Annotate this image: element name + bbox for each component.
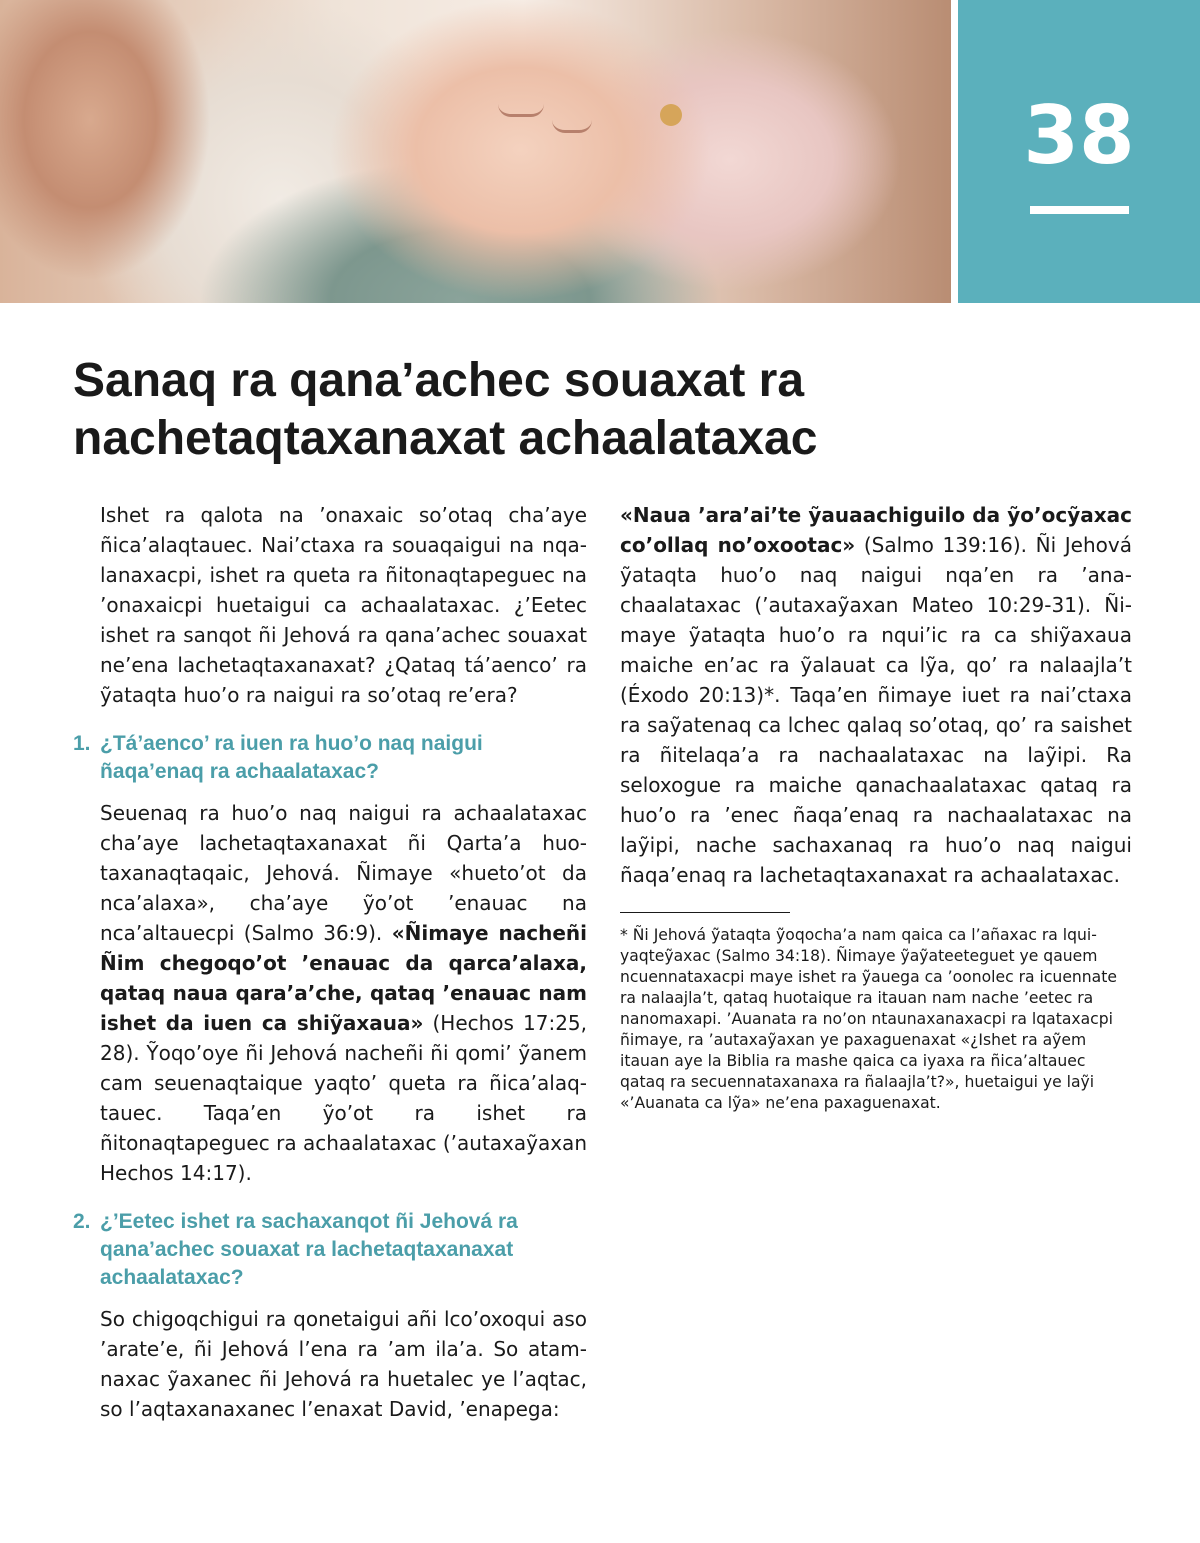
- page-title: Sanaq ra qana’achec souaxat ra nachetaqtaxanaxat achaalataxac: [73, 354, 818, 465]
- question-number: 1.: [73, 732, 91, 755]
- hero-photo: [0, 0, 951, 303]
- chapter-number: 38: [1023, 89, 1135, 182]
- baby-eye-decoration: [498, 104, 544, 117]
- footnote-divider: [620, 912, 790, 913]
- question-heading: [73, 730, 587, 786]
- answer-paragraph: [73, 798, 587, 1188]
- question-heading: [73, 1208, 587, 1292]
- answer-text: (Hechos 17:25, 28). Ỹoqo’oye ñi Jehová nacheñi ñi qomi’ ỹanem cam seuenaqtaique yaqto’ queta ra ñica’alaqtauec. Taqa’en ỹo’ot ra ishet ra ñitonaqtapeguec ra achaalataxac (’autaxaỹaxan Hechos 14:17).: [100, 1011, 588, 1185]
- answer-text: Seuenaq ra huo’o naq naigui ra achaalataxac cha’aye lachetaqtaxanaxat ñi Qarta’a huotaxanaqtaqaic, Jehová. Ñimaye «hueto’ot da nca’alaxa», cha’aye ỹo’ot ’enauac na nca’altauecpi (Salmo 36:9).: [100, 801, 587, 945]
- left-column: [73, 500, 587, 1424]
- bold-quote: «Naua ’ara’ai’te ỹauaachiguilo da ỹo’ocỹaxac co’ollaq no’oxootac»: [620, 503, 1132, 557]
- continued-paragraph: [620, 500, 1132, 890]
- continued-text: (Salmo 139:16). Ñi Jehová ỹataqta huo’o naq naigui nqa’en ra ’anachaalataxac (’autaxaỹaxan Mateo 10:29-31). Ñimaye ỹataqta huo’o ra nqui’ic ra ca shiỹaxaua maiche en’ac ra ỹalauat ca lỹa, qo’ ra nalaajla’t (Éxodo 20:13)*. Taqa’en ñimaye iuet ra nai’ctaxa ra saỹatenaq ca lchec qalaq so’otaq, qo’ ra saishet ra ñitelaqa’a ra nachaalataxac na laỹipi. Ra seloxogue ra maiche qanachaalataxac qataq ra huo’o ra ’enec ñaqa’enaq ra nachaalataxac na laỹipi, nache sachaxanaq ra huo’o naq naigui ñaqa’enaq ra lachetaqtaxanaxat ra achaalataxac.: [620, 533, 1132, 887]
- right-column: [620, 500, 1132, 1114]
- clothing-button-decoration: [660, 104, 682, 126]
- intro-paragraph: Ishet ra qalota na ’onaxaic so’otaq cha’aye ñica’alaqtauec. Nai’ctaxa ra souaqaigui na nqalanaxacpi, ishet ra queta ra ñitonaqtapeguec na ’onaxaicpi huetaigui ca achaalataxac. ¿’Eetec ishet ra sanqot ñi Jehová ra qana’achec souaxat ne’ena lachetaqtaxanaxat? ¿Qataq tá’aenco’ ra ỹataqta huo’o ra naigui ra so’otaq re’era?: [100, 503, 587, 707]
- answer-paragraph: So chigoqchigui ra qonetaigui añi lco’oxoqui aso ’arate’e, ñi Jehová l’ena ra ’am ila’a. So atamnaxac ỹaxanec ñi Jehová ra huetalec ye l’aqtac, so l’aqtaxanaxanec l’enaxat David, ’enapega:: [100, 1307, 587, 1421]
- chapter-underline: [1030, 206, 1129, 214]
- question-text: ¿Tá’aenco’ ra iuen ra huo’o naq naigui ñaqa’enaq ra achaalataxac?: [100, 732, 483, 783]
- chapter-badge: [958, 0, 1200, 303]
- bold-quote: «Ñimaye nacheñi Ñim chegoqo’ot ’enauac da qarca’alaxa, qataq naua qara’a’che, qataq ’enauac nam ishet da iuen ca shiỹaxaua»: [100, 921, 587, 1035]
- question-number: 2.: [73, 1210, 91, 1233]
- baby-eye-decoration: [552, 120, 592, 133]
- footnote: * Ñi Jehová ỹataqta ỹoqocha’a nam qaica ca l’añaxac ra lquiyaqteỹaxac (Salmo 34:18). Ñimaye ỹaỹateeteguet ye qauem ncuennataxacpi maye ishet ra ỹauega ca ’oonolec ra icuennate ra nalaajla’t, qataq huotaique ra itauan nam nache ’eetec ra nanomaxapi. ’Auanata ra no’on ntaunaxanaxacpi ra lqataxacpi ñimaye, ra ’autaxaỹaxan ye paxaguenaxat «¿Ishet ra aỹem itauan aye la Biblia ra mashe qaica ca iyaxa ra ñica’altauec qataq ra secuennataxanaxa ra ñalaajla’t?», huetaigui ye laỹi «’Auanata ca lỹa» ne’ena paxaguenaxat.: [620, 926, 1117, 1112]
- question-text: ¿’Eetec ishet ra sachaxanqot ñi Jehová ra qana’achec souaxat ra lachetaqtaxanaxat achaalataxac?: [100, 1210, 518, 1289]
